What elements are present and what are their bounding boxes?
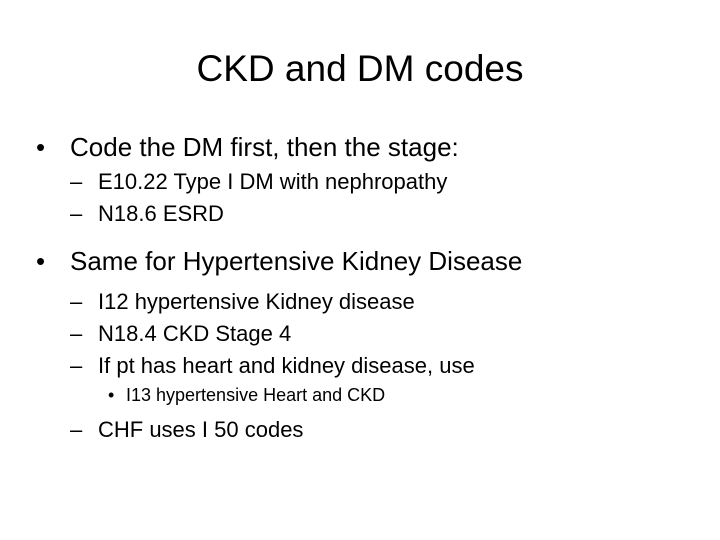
bullet-marker: •	[108, 385, 115, 405]
slide-title: CKD and DM codes	[196, 48, 524, 89]
dash-marker: –	[70, 201, 83, 226]
bullet-marker: •	[36, 246, 46, 276]
sub-bullet-heart-kidney	[36, 350, 696, 382]
dash-marker: –	[70, 289, 83, 314]
sub-bullet-text: E10.22 Type I DM with nephropathy	[98, 169, 448, 194]
bullet-text: Same for Hypertensive Kidney Disease	[70, 246, 523, 276]
sub-sub-bullet-text: I13 hypertensive Heart and CKD	[126, 385, 386, 405]
sub-bullet-n18-6	[36, 198, 696, 230]
slide-body	[36, 128, 696, 446]
dash-marker: –	[70, 169, 83, 194]
sub-bullet-text: If pt has heart and kidney disease, use	[98, 353, 475, 378]
bullet-code-dm-first	[36, 128, 696, 166]
bullet-marker: •	[36, 132, 46, 162]
bullet-text: Code the DM first, then the stage:	[70, 132, 459, 162]
sub-bullet-n18-4	[36, 318, 696, 350]
sub-sub-bullet-i13	[36, 382, 696, 408]
dash-marker: –	[70, 417, 83, 442]
sub-bullet-chf	[36, 414, 696, 446]
sub-bullet-e10-22	[36, 166, 696, 198]
sub-bullet-text: CHF uses I 50 codes	[98, 417, 304, 442]
sub-bullet-text: N18.6 ESRD	[98, 201, 224, 226]
dash-marker: –	[70, 353, 83, 378]
sub-bullet-i12	[36, 286, 696, 318]
dash-marker: –	[70, 321, 83, 346]
bullet-hypertensive-kidney	[36, 242, 696, 280]
sub-bullet-text: I12 hypertensive Kidney disease	[98, 289, 415, 314]
sub-bullet-text: N18.4 CKD Stage 4	[98, 321, 292, 346]
